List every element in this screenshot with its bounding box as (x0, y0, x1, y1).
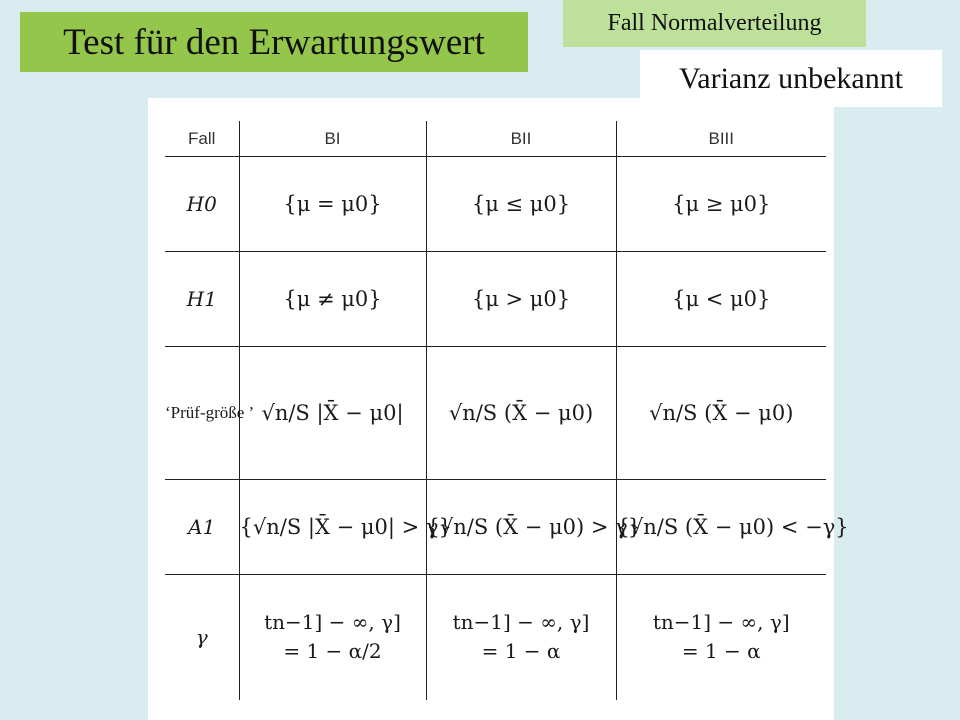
cell-gamma-b2 (426, 575, 616, 700)
header-b3: BIII (616, 121, 826, 157)
cell-gamma-b3-line1: tn−1] − ∞, γ] (652, 610, 790, 635)
page-title: Test für den Erwartungswert (20, 12, 528, 72)
cell-h0-b2: {μ ≤ μ0} (426, 157, 616, 252)
table-row-pruefgroesse (165, 347, 826, 480)
cell-gamma-b2-line2: = 1 − α (481, 639, 561, 664)
varianz-unbekannt-label: Varianz unbekannt (640, 50, 942, 107)
row-label-pruefgroesse: ‘Prüf-größe ’ (165, 347, 239, 480)
row-label-a1: A1 (165, 480, 239, 575)
cell-gamma-b2-line1: tn−1] − ∞, γ] (452, 610, 590, 635)
header-fall: Fall (165, 121, 239, 157)
cell-h1-b1: {μ ≠ μ0} (239, 252, 426, 347)
cell-gamma-b1 (239, 575, 426, 700)
row-label-h0: H0 (165, 157, 239, 252)
cell-h0-b3: {μ ≥ μ0} (616, 157, 826, 252)
row-label-h1: H1 (165, 252, 239, 347)
table-header-row (165, 121, 826, 157)
cell-a1-b2: {√n/S (X̄ − μ0) > γ} (426, 480, 616, 575)
table-row-a1 (165, 480, 826, 575)
header-b2: BII (426, 121, 616, 157)
cell-gamma-b3 (616, 575, 826, 700)
row-label-gamma: γ (195, 625, 208, 650)
cell-gamma-b1-line2: = 1 − α/2 (283, 639, 382, 664)
cell-gamma-b1-line1: tn−1] − ∞, γ] (264, 610, 401, 635)
cell-h0-b1: {μ = μ0} (239, 157, 426, 252)
cell-h1-b3: {μ < μ0} (616, 252, 826, 347)
cell-pruefgroesse-b2: √n/S (X̄ − μ0) (426, 347, 616, 480)
cell-pruefgroesse-b3: √n/S (X̄ − μ0) (616, 347, 826, 480)
cell-pruefgroesse-b1: √n/S |X̄ − μ0| (239, 347, 426, 480)
cell-gamma-b3-line2: = 1 − α (681, 639, 761, 664)
hypothesis-table (165, 121, 849, 700)
cell-a1-b3: {√n/S (X̄ − μ0) < −γ} (616, 480, 826, 575)
table-row-h1 (165, 252, 826, 347)
fall-normalverteilung-label: Fall Normalverteilung (563, 0, 866, 47)
header-b1: BI (239, 121, 426, 157)
cell-h1-b2: {μ > μ0} (426, 252, 616, 347)
hypothesis-table-panel (148, 98, 849, 720)
table-row-h0 (165, 157, 826, 252)
cell-a1-b1: {√n/S |X̄ − μ0| > γ} (239, 480, 426, 575)
table-row-gamma (165, 575, 826, 700)
